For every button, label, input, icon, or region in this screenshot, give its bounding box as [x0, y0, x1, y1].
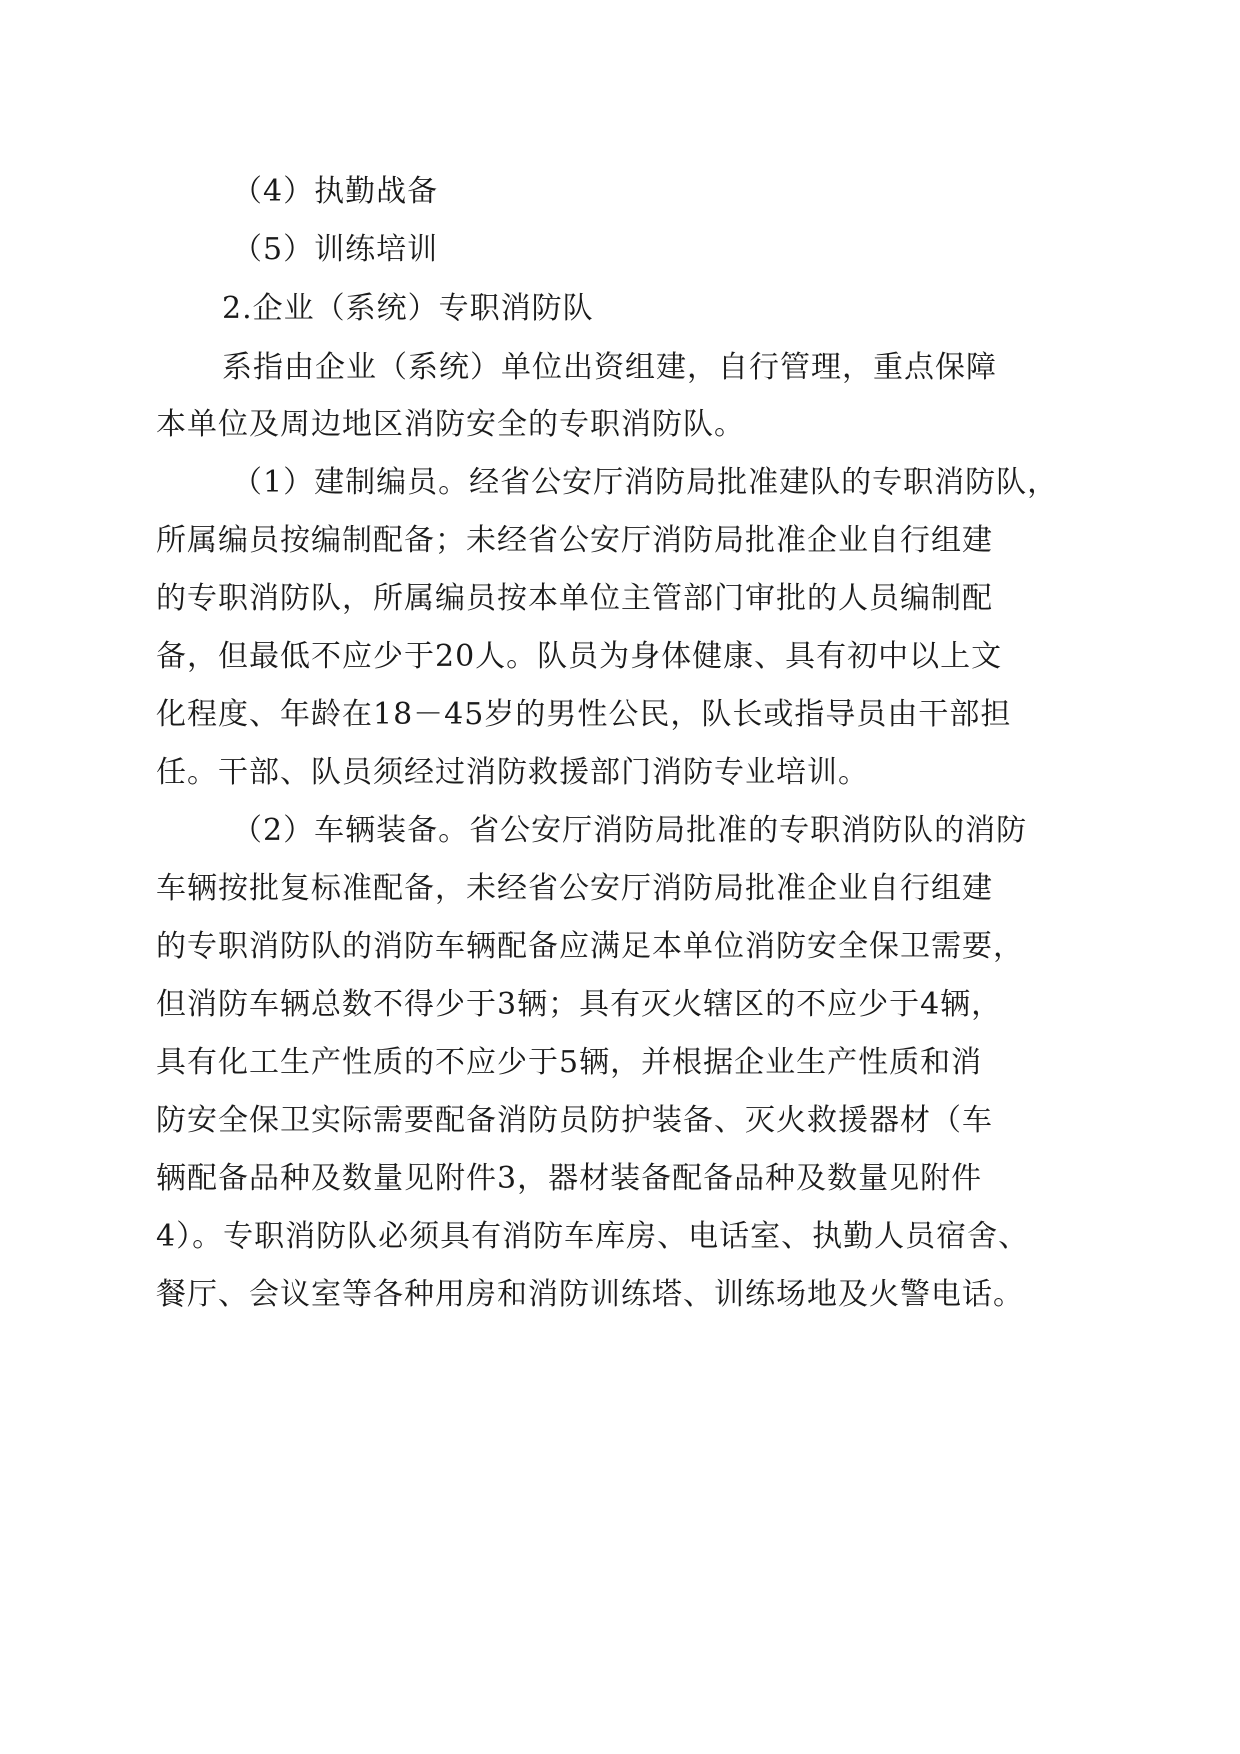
paragraph-line: 任。干部、队员须经过消防救援部门消防专业培训。 — [156, 755, 869, 790]
paragraph-line: 系指由企业（系统）单位出资组建，自行管理，重点保障 — [222, 350, 997, 385]
section-heading-enterprise-fire-brigade: 2.企业（系统）专职消防队 — [222, 291, 594, 326]
list-item-duty-readiness: （4）执勤战备 — [232, 174, 439, 209]
paragraph-line: 的专职消防队，所属编员按本单位主管部门审批的人员编制配 — [156, 581, 993, 616]
paragraph-line: 辆配备品种及数量见附件3，器材装备配备品种及数量见附件 — [156, 1161, 983, 1196]
paragraph-line: 但消防车辆总数不得少于3辆；具有灭火辖区的不应少于4辆， — [156, 987, 1003, 1022]
paragraph-line: 本单位及周边地区消防安全的专职消防队。 — [156, 407, 745, 442]
paragraph-line: 防安全保卫实际需要配备消防员防护装备、灭火救援器材（车 — [156, 1103, 993, 1138]
paragraph-line: 餐厅、会议室等各种用房和消防训练塔、训练场地及火警电话。 — [156, 1277, 1024, 1312]
paragraph-line: 化程度、年龄在18－45岁的男性公民，队长或指导员由干部担 — [156, 697, 1012, 732]
paragraph-line: 的专职消防队的消防车辆配备应满足本单位消防安全保卫需要， — [156, 929, 1024, 964]
paragraph-line: 具有化工生产性质的不应少于5辆，并根据企业生产性质和消 — [156, 1045, 983, 1080]
paragraph-line: 备，但最低不应少于20人。队员为身体健康、具有初中以上文 — [156, 639, 1003, 674]
subsection-vehicles-line: （2）车辆装备。省公安厅消防局批准的专职消防队的消防 — [232, 813, 1028, 848]
list-item-training: （5）训练培训 — [232, 232, 439, 267]
paragraph-line: 4）。专职消防队必须具有消防车库房、电话室、执勤人员宿舍、 — [156, 1219, 1030, 1254]
subsection-staffing-line: （1）建制编员。经省公安厅消防局批准建队的专职消防队， — [232, 465, 1059, 500]
paragraph-line: 所属编员按编制配备；未经省公安厅消防局批准企业自行组建 — [156, 523, 993, 558]
paragraph-line: 车辆按批复标准配备，未经省公安厅消防局批准企业自行组建 — [156, 871, 993, 906]
